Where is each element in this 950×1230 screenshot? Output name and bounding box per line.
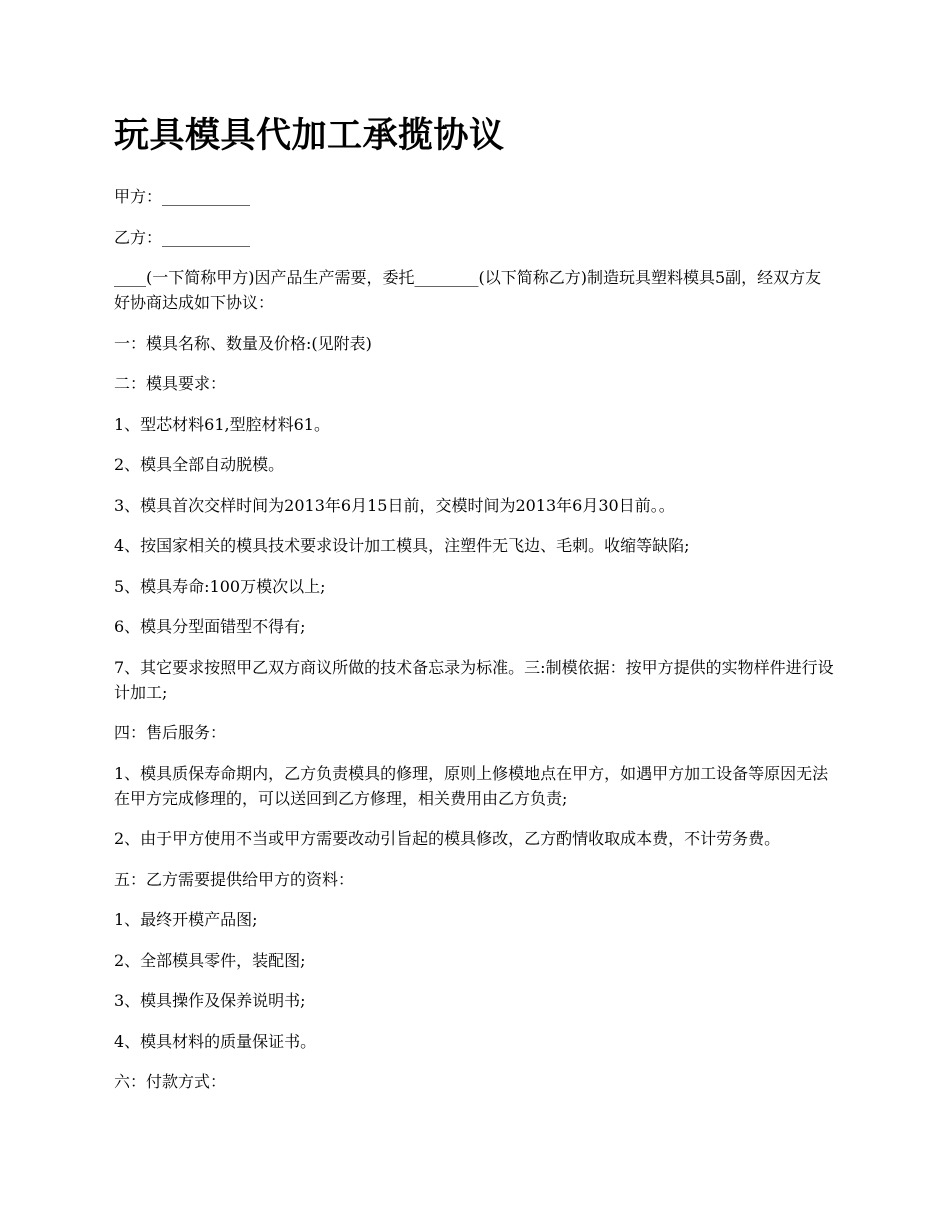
section-6-heading: 六：付款方式：	[114, 1072, 227, 1091]
section-5-item-1: 1、最终开模产品图;	[114, 910, 258, 929]
document-page	[114, 112, 836, 1110]
section-2-item-2: 2、模具全部自动脱模。	[114, 455, 285, 474]
section-2-item-6: 6、模具分型面错型不得有;	[114, 617, 306, 636]
preamble-paragraph: ____(一下简称甲方)因产品生产需要，委托________(以下简称乙方)制造玩具塑料模具5副，经双方友好协商达成如下协议：	[114, 268, 822, 312]
section-5-item-4: 4、模具材料的质量保证书。	[114, 1031, 317, 1051]
section-2-item-5: 5、模具寿命:100万模次以上;	[114, 576, 326, 596]
party-b-line: 乙方：___________	[114, 227, 251, 247]
section-2-item-1: 1、型芯材料61,型腔材料61。	[114, 414, 330, 434]
section-2-item-4: 4、按国家相关的模具技术要求设计加工模具，注塑件无飞边、毛刺。收缩等缺陷;	[114, 536, 690, 555]
section-5-heading: 五：乙方需要提供给甲方的资料：	[114, 869, 355, 889]
party-a-line: 甲方：___________	[114, 187, 251, 206]
document-title: 玩具模具代加工承揽协议	[114, 115, 505, 156]
section-2-item-3: 3、模具首次交样时间为2013年6月15日前，交模时间为2013年6月30日前。。	[114, 495, 675, 515]
section-5-item-2: 2、全部模具零件，装配图;	[114, 950, 306, 970]
section-4-item-1: 1、模具质保寿命期内，乙方负责模具的修理，原则上修模地点在甲方，如遇甲方加工设备等原因无法在甲方完成修理的，可以送回到乙方修理，相关费用由乙方负责;	[114, 763, 829, 808]
section-4-heading: 四：售后服务：	[114, 723, 227, 742]
section-2-heading: 二：模具要求：	[114, 374, 227, 393]
section-1-heading: 一：模具名称、数量及价格:(见附表)	[114, 333, 372, 353]
section-4-item-2: 2、由于甲方使用不当或甲方需要改动引旨起的模具修改，乙方酌情收取成本费，不计劳务费。	[114, 829, 781, 848]
section-2-item-7: 7、其它要求按照甲乙双方商议所做的技术备忘录为标准。三:制模依据：按甲方提供的实物样件进行设计加工;	[114, 657, 834, 702]
section-5-item-3: 3、模具操作及保养说明书;	[114, 991, 306, 1010]
